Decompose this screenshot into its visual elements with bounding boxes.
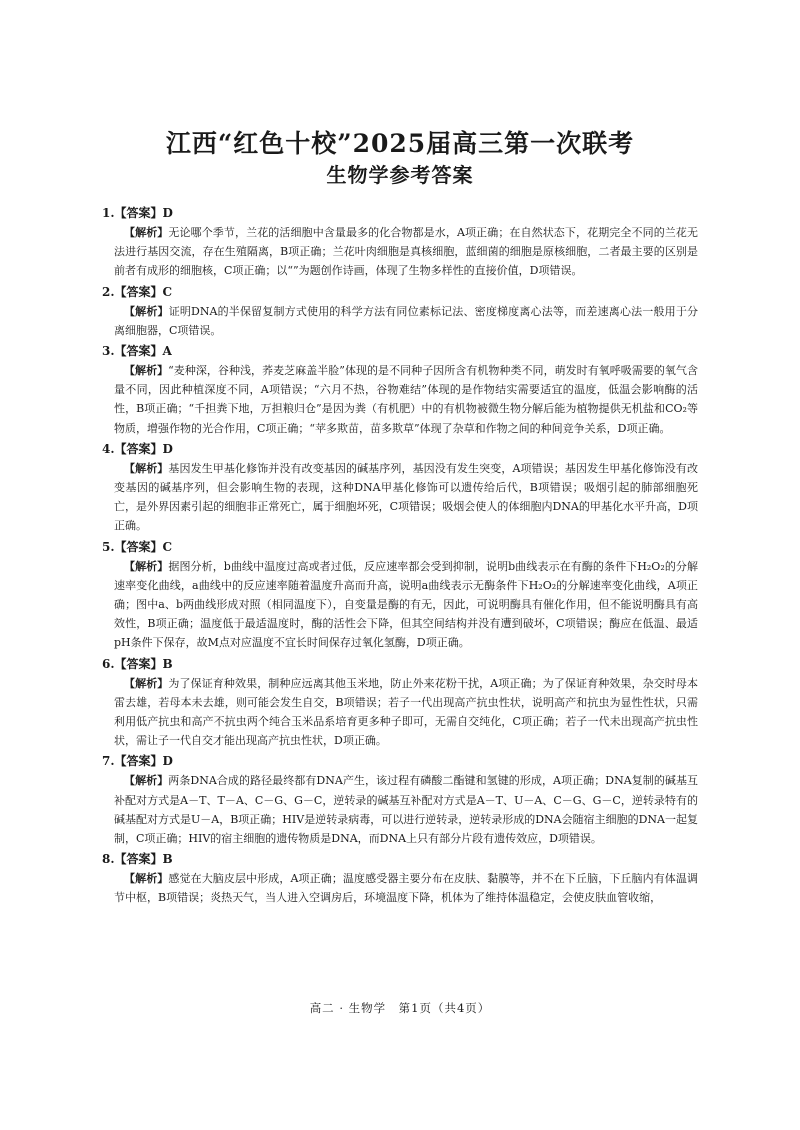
question-item (102, 283, 698, 340)
question-number: 1. (102, 206, 115, 220)
question-item (102, 204, 698, 281)
page-subtitle: 生物学参考答案 (326, 163, 474, 187)
page-title: 江西“红色十校”2025届高三第一次联考 (165, 129, 635, 158)
question-number: 5. (102, 539, 115, 554)
explanation-text (102, 674, 698, 751)
explanation-tag: 【解析】 (124, 364, 169, 378)
question-item (102, 752, 698, 848)
explanation-tag: 【解析】 (124, 559, 169, 573)
question-number: 8. (102, 852, 115, 867)
question-item (102, 342, 698, 438)
question-number: 7. (102, 754, 115, 769)
answer-label: 【答案】B (114, 852, 173, 867)
explanation-text (102, 223, 698, 281)
explanation-tag: 【解析】 (124, 226, 169, 239)
explanation-text (102, 869, 698, 907)
answer-label: 【答案】D (114, 206, 173, 220)
explanation-body: 感觉在大脑皮层中形成，A项正确；温度感受器主要分布在皮肤、黏膜等，并不在下丘脑，下丘脑内有体温调节中枢，B项错误；炎热天气，当人进入空调房后，环境温度下降，机体为了维持体温稳定，会使皮肤血管收缩， (114, 872, 698, 905)
question-item (102, 850, 698, 907)
explanation-tag: 【解析】 (124, 676, 169, 690)
explanation-tag: 【解析】 (124, 872, 169, 886)
explanation-text (102, 302, 698, 340)
explanation-body: “麦种深，谷种浅，荞麦芝麻盖半脸”体现的是不同种子因所含有机物种类不同，萌发时有氧呼吸需要的氧气含量不同，因此种植深度不同，A项错误；“六月不热，谷物难结”体现的是作物结实需要适宜的温度，低温会影响酶的活性，B项正确；“千担粪下地，万担粮归仓”是因为粪（有机肥）中的有机物被微生物分解后能为植物提供无机盐和CO₂等物质，增强作物的光合作用，C项正确；“苹多欺苗，苗多欺草”体现了杂草和作物之间的种间竞争关系，D项正确。 (114, 364, 698, 435)
question-number: 4. (102, 441, 115, 456)
answer-label: 【答案】B (114, 656, 173, 671)
explanation-body: 基因发生甲基化修饰并没有改变基因的碱基序列，基因没有发生突变，A项错误；基因发生甲基化修饰没有改变基因的碱基序列，但会影响生物的表现，这种DNA甲基化修饰可以遗传给后代，B项错误；吸烟引起的肺部细胞死亡，是外界因素引起的细胞非正常死亡，属于细胞坏死，C项错误；吸烟会使人的体细胞内DNA的甲基化水平升高，D项正确。 (114, 461, 698, 533)
explanation-text (102, 361, 698, 438)
explanation-tag: 【解析】 (124, 461, 169, 475)
explanation-body: 据图分析，b曲线中温度过高或者过低，反应速率都会受到抑制，说明b曲线表示在有酶的条件下H₂O₂的分解速率变化曲线，a曲线中的反应速率随着温度升高而升高，说明a曲线表示无酶条件下H₂O₂的分解速率变化曲线，A项正确；图中a、b两曲线形成对照（相同温度下），自变量是酶的有无，因此，可说明酶具有催化作用，但不能说明酶具有高效性，B项正确；温度低于最适温度时，酶的活性会下降，但其空间结构并没有遭到破坏，C项错误；酶应在低温、最适pH条件下保存，故M点对应温度不宜长时间保存过氧化氢酶，D项正确。 (114, 559, 698, 650)
answer-label: 【答案】A (114, 344, 172, 359)
question-number: 6. (102, 656, 115, 671)
explanation-text (102, 459, 698, 536)
page-footer: 高二 · 生物学 第1页（共4页） (309, 1001, 491, 1015)
explanation-body: 为了保证育种效果，制种应远离其他玉米地，防止外来花粉干扰，A项正确；为了保证育种效果，杂交时母本雷去雄，若母本未去雄，则可能会发生自交，B项错误；若子一代出现高产抗虫性状，说明高产和抗虫为显性性状，只需利用低产抗虫和高产不抗虫两个纯合玉米品系培育更多种子即可，无需自交纯化，C项正确；若子一代未出现高产抗虫性状，需让子一代自交才能出现高产抗虫性状，D项正确。 (114, 676, 698, 748)
explanation-tag: 【解析】 (124, 304, 169, 318)
answer-list (102, 202, 698, 908)
explanation-text (102, 557, 698, 653)
answer-label: 【答案】D (114, 754, 173, 769)
question-number: 2. (102, 284, 115, 299)
question-item (102, 440, 698, 536)
question-item (102, 655, 698, 751)
answer-label: 【答案】C (114, 284, 173, 299)
explanation-body: 证明DNA的半保留复制方式使用的科学方法有同位素标记法、密度梯度离心法等，而差速离心法一般用于分离细胞器，C项错误。 (114, 304, 698, 337)
explanation-body: 两条DNA合成的路径最终都有DNA产生，该过程有磷酸二酯键和氢键的形成，A项正确；DNA复制的碱基互补配对方式是A－T、T－A、C－G、G－C，逆转录的碱基互补配对方式是A－T、U－A、C－G、G－C，逆转录特有的碱基配对方式是U－A，B项正确；HIV是逆转录病毒，可以进行逆转录，逆转录形成的DNA会随宿主细胞的DNA一起复制，C项正确；HIV的宿主细胞的遗传物质是DNA，而DNA上只有部分片段有遗传效应，D项错误。 (114, 774, 699, 846)
answer-label: 【答案】D (114, 441, 173, 456)
question-item (102, 538, 698, 653)
answer-label: 【答案】C (114, 539, 173, 554)
question-number: 3. (102, 344, 115, 359)
explanation-tag: 【解析】 (124, 774, 169, 788)
explanation-text (102, 771, 698, 848)
explanation-body: 无论哪个季节，兰花的活细胞中含量最多的化合物都是水，A项正确；在自然状态下，花期完全不同的兰花无法进行基因交流，存在生殖隔离，B项正确；兰花叶肉细胞是真核细胞，蓝细菌的细胞是原核细胞，二者最主要的区别是前者有成形的细胞核，C项正确；以“”为题创作诗画，体现了生物多样性的直接价值，D项错误。 (114, 226, 698, 278)
